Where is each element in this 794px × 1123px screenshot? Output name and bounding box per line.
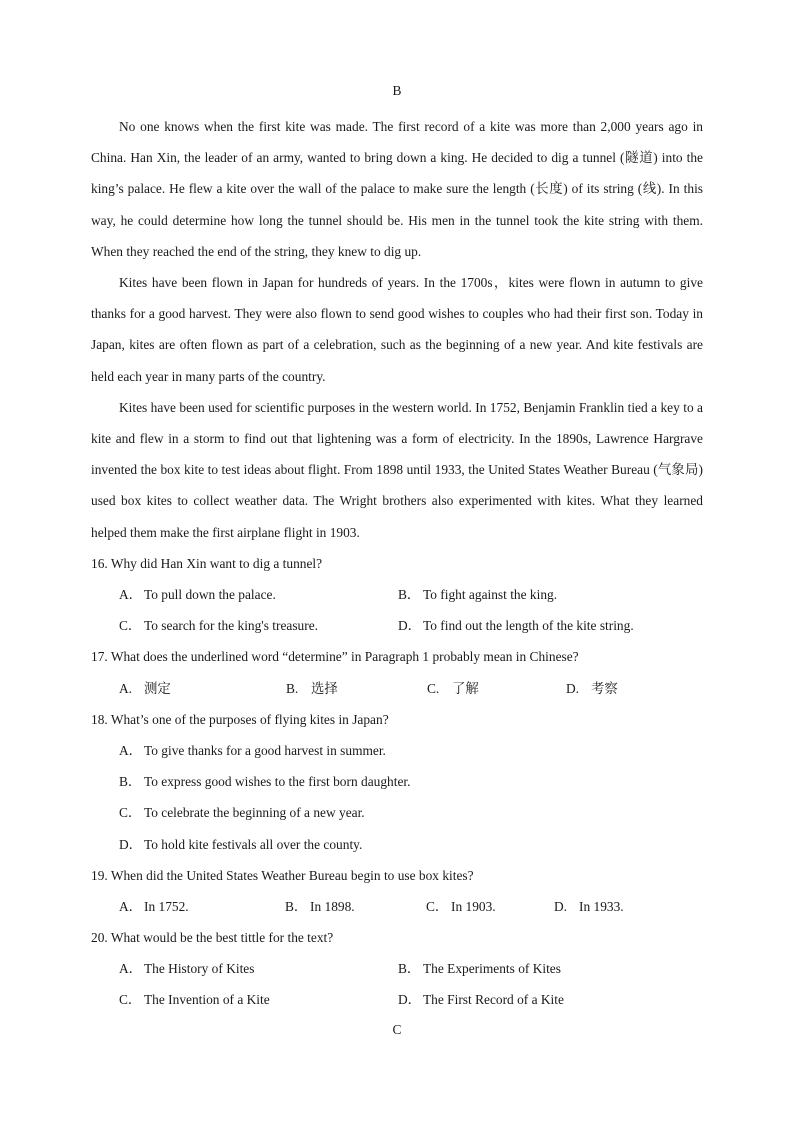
question-stem: 16. Why did Han Xin want to dig a tunnel? <box>91 555 323 571</box>
option-text: To celebrate the beginning of a new year. <box>144 805 365 821</box>
option-group <box>91 891 703 922</box>
question-stem: 17. What does the underlined word “determine” in Paragraph 1 probably mean in Chinese? <box>91 649 579 665</box>
option-b[interactable] <box>286 673 427 704</box>
option-a[interactable] <box>119 953 398 984</box>
option-text: In 1903. <box>451 898 496 914</box>
question-18 <box>91 704 703 860</box>
question-16 <box>91 548 703 642</box>
option-letter: A． <box>119 742 143 758</box>
option-text: 考察 <box>591 680 618 696</box>
option-b[interactable] <box>285 891 426 922</box>
passage-paragraph-2: Kites have been flown in Japan for hundreds of years. In the 1700s，kites were flown in autumn to give thanks for a good harvest. They were also flown to send good wishes to couples who had their first son. Today in Japan, kites are often flown as part of a celebration, such as the beginning of a new year. And kite festivals are held each year in many parts of the country. <box>91 275 703 384</box>
option-letter: C． <box>119 992 142 1008</box>
question-20 <box>91 922 703 1016</box>
option-letter: D． <box>398 618 422 634</box>
option-c[interactable] <box>427 673 566 704</box>
option-group <box>91 735 703 860</box>
option-group <box>91 953 703 1015</box>
option-letter: B． <box>285 898 308 914</box>
option-letter: A． <box>119 587 143 603</box>
option-text: In 1898. <box>310 898 355 914</box>
option-text: The Invention of a Kite <box>144 992 270 1008</box>
option-group <box>91 673 703 704</box>
option-text: In 1933. <box>579 898 624 914</box>
option-letter: A． <box>119 961 143 977</box>
section-c-heading: C <box>392 1021 402 1037</box>
option-letter: C. <box>427 680 440 696</box>
question-17 <box>91 641 703 703</box>
option-a[interactable] <box>119 891 285 922</box>
option-letter: C． <box>426 898 449 914</box>
passage-paragraph-1: No one knows when the first kite was made. The first record of a kite was more than 2,000 years ago in China. Han Xin, the leader of an army, wanted to bring down a king. He decided to dig a tunnel (隧道) into the king’s palace. He flew a kite over the wall of the palace to make sure the length (长度) of its string (线). In this way, he could determine how long the tunnel should be. His men in the tunnel took the kite string with them. When they reached the end of the string, they knew to dig up. <box>91 119 703 259</box>
option-text: In 1752. <box>144 898 189 914</box>
question-stem: 20. What would be the best tittle for the text? <box>91 930 334 946</box>
option-letter: C． <box>119 618 142 634</box>
option-letter: D. <box>566 680 580 696</box>
option-text: To express good wishes to the first born daughter. <box>144 774 411 790</box>
question-19 <box>91 860 703 922</box>
option-text: The History of Kites <box>144 961 255 977</box>
option-text: The Experiments of Kites <box>423 961 561 977</box>
option-text: To hold kite festivals all over the county. <box>144 836 363 852</box>
option-b[interactable] <box>119 766 703 797</box>
option-group <box>91 579 703 641</box>
option-text: To search for the king's treasure. <box>144 618 318 634</box>
option-d[interactable] <box>119 829 703 860</box>
option-text: 测定 <box>144 680 171 696</box>
option-text: 了解 <box>452 680 479 696</box>
option-d[interactable] <box>398 984 703 1015</box>
option-b[interactable] <box>398 579 703 610</box>
option-letter: D． <box>119 836 143 852</box>
option-c[interactable] <box>119 984 398 1015</box>
option-text: To fight against the king. <box>423 587 558 603</box>
option-d[interactable] <box>566 673 703 704</box>
passage-paragraph-3: Kites have been used for scientific purposes in the western world. In 1752, Benjamin Franklin tied a key to a kite and flew in a storm to find out that lightening was a form of electricity. In the 1890s, Lawrence Hargrave invented the box kite to test ideas about flight. From 1898 until 1933, the United States Weather Bureau (气象局) used box kites to collect weather data. The Wright brothers also experimented with kites. What they learned helped them make the first airplane flight in 1903. <box>91 399 703 540</box>
option-a[interactable] <box>119 579 398 610</box>
option-text: The First Record of a Kite <box>423 992 564 1008</box>
question-stem: 19. When did the United States Weather Bureau begin to use box kites? <box>91 867 474 883</box>
option-b[interactable] <box>398 953 703 984</box>
option-letter: B． <box>119 774 142 790</box>
option-letter: A. <box>119 680 133 696</box>
option-c[interactable] <box>426 891 554 922</box>
option-a[interactable] <box>119 673 286 704</box>
option-letter: B． <box>398 587 421 603</box>
option-a[interactable] <box>119 735 703 766</box>
option-letter: D． <box>398 992 422 1008</box>
option-d[interactable] <box>398 610 703 641</box>
option-text: To find out the length of the kite string. <box>423 618 634 634</box>
option-c[interactable] <box>119 610 398 641</box>
option-letter: C． <box>119 805 142 821</box>
option-letter: B. <box>286 680 299 696</box>
option-letter: D. <box>554 898 568 914</box>
option-letter: A． <box>119 898 143 914</box>
question-stem: 18. What’s one of the purposes of flying kites in Japan? <box>91 711 389 727</box>
option-d[interactable] <box>554 891 703 922</box>
option-text: To pull down the palace. <box>144 587 276 603</box>
exam-page <box>91 80 703 1050</box>
option-text: 选择 <box>311 680 338 696</box>
option-c[interactable] <box>119 797 703 828</box>
option-letter: B． <box>398 961 421 977</box>
option-text: To give thanks for a good harvest in summer. <box>144 742 386 758</box>
section-b-heading: B <box>392 83 402 98</box>
